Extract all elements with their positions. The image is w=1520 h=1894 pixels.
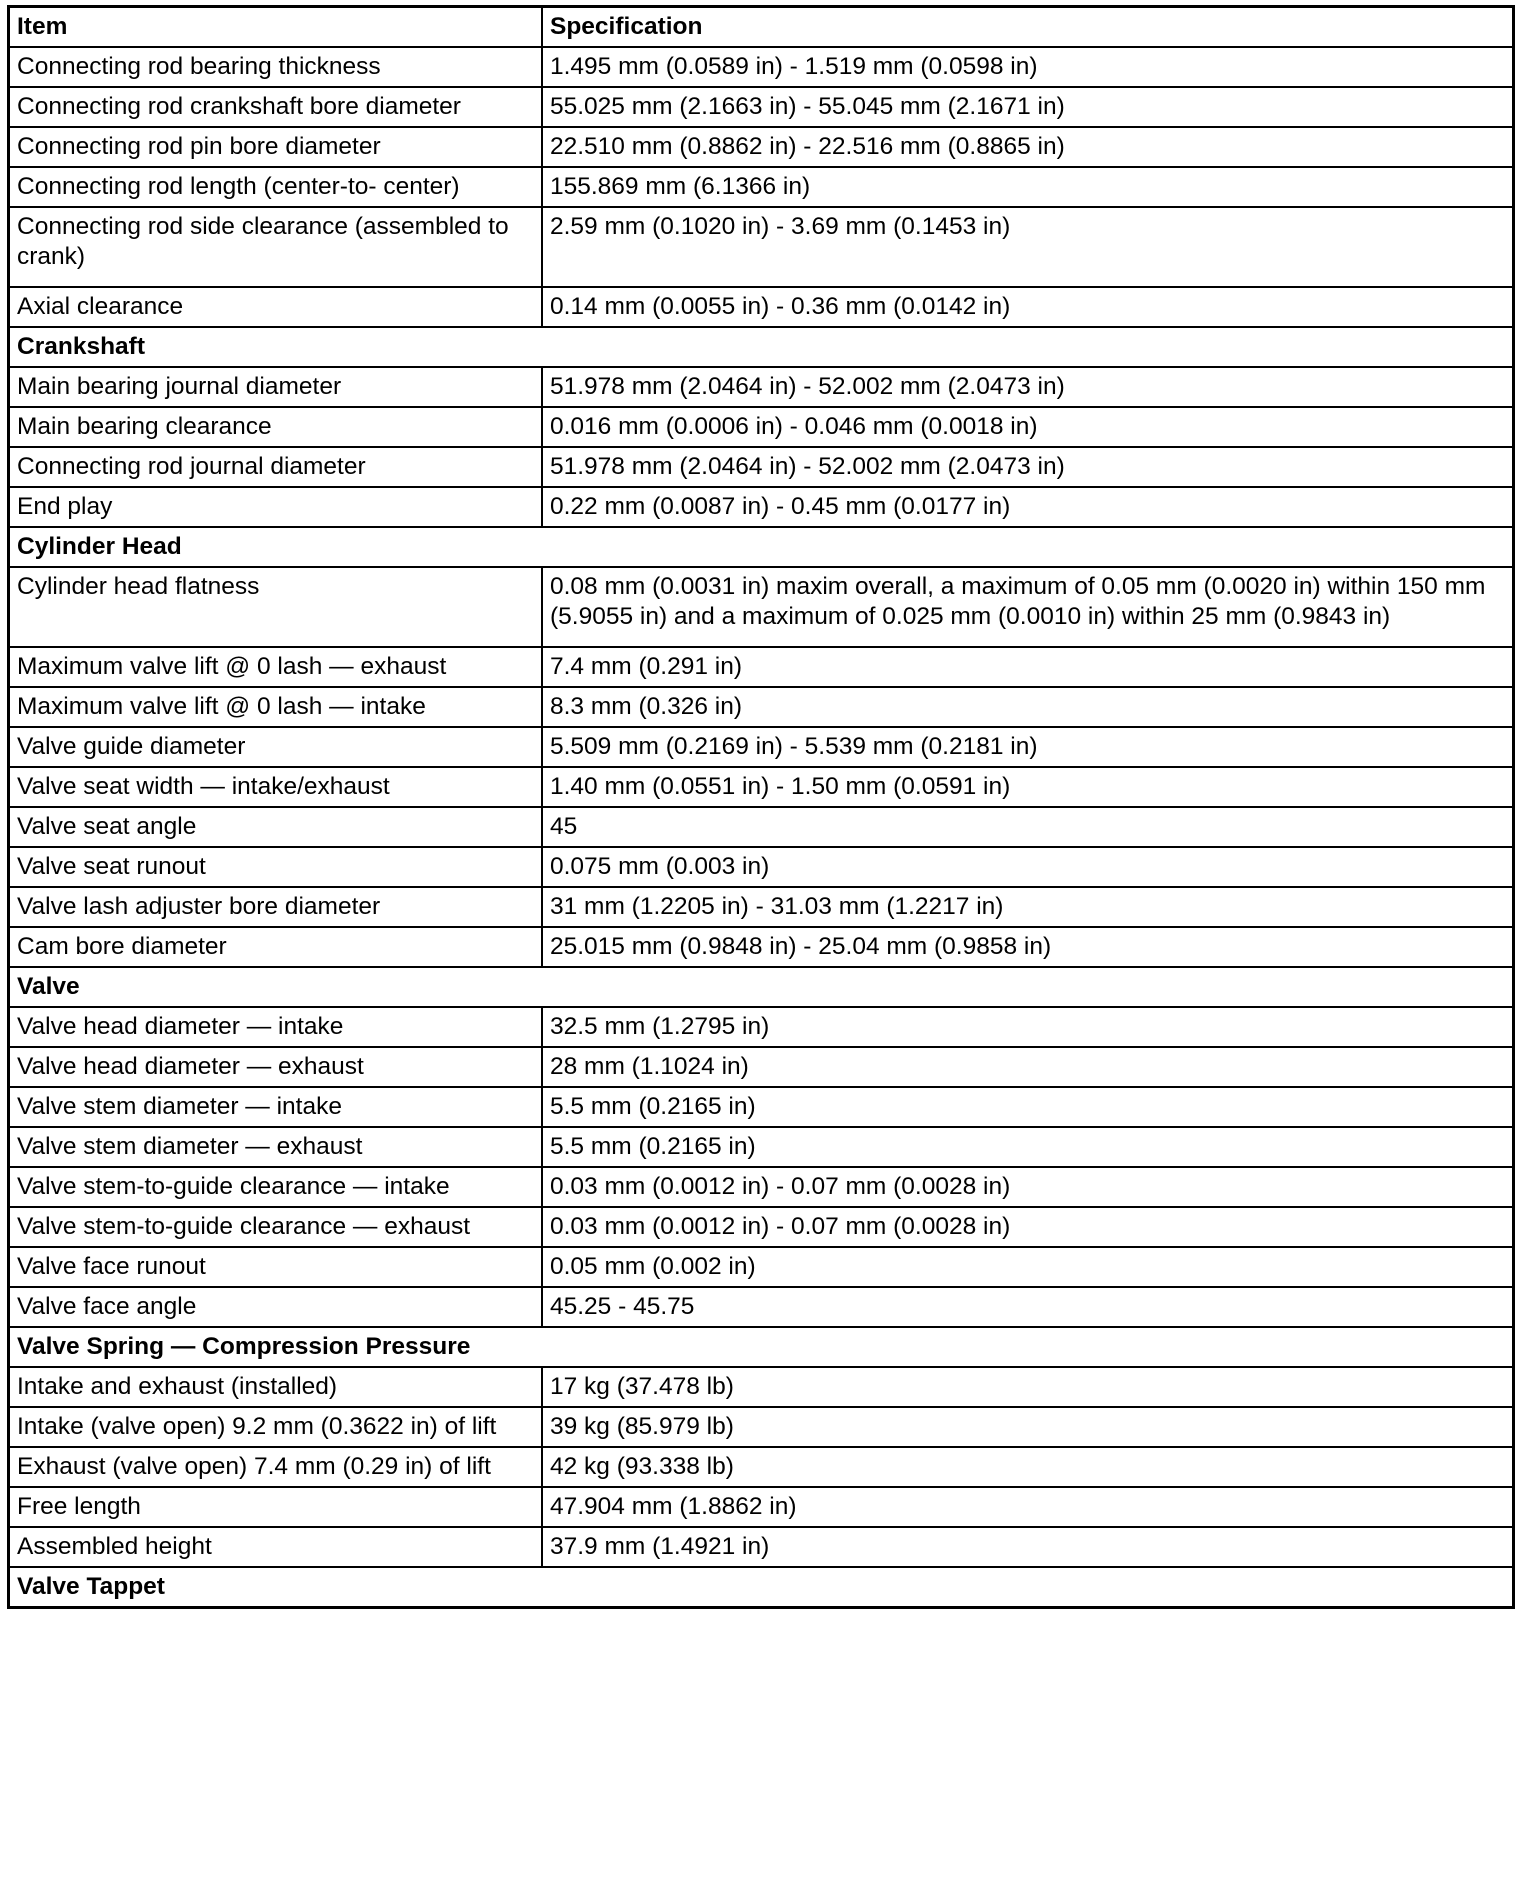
table-row — [9, 687, 1513, 727]
item-cell: Valve stem diameter — exhaust — [9, 1127, 542, 1167]
spec-cell: 28 mm (1.1024 in) — [542, 1047, 1513, 1087]
table-row — [9, 847, 1513, 887]
spec-cell: 39 kg (85.979 lb) — [542, 1407, 1513, 1447]
item-cell: Connecting rod crankshaft bore diameter — [9, 87, 542, 127]
spec-cell: 0.08 mm (0.0031 in) maxim overall, a maximum of 0.05 mm (0.0020 in) within 150 mm (5.9055 in) and a maximum of 0.025 mm (0.0010 in) within 25 mm (0.9843 in) — [542, 567, 1513, 647]
table-row — [9, 1247, 1513, 1287]
table-row — [9, 407, 1513, 447]
item-cell: Valve face runout — [9, 1247, 542, 1287]
table-row — [9, 1407, 1513, 1447]
spec-cell: 0.03 mm (0.0012 in) - 0.07 mm (0.0028 in) — [542, 1167, 1513, 1207]
item-cell: Cam bore diameter — [9, 927, 542, 967]
item-cell: Intake and exhaust (installed) — [9, 1367, 542, 1407]
spec-cell: 32.5 mm (1.2795 in) — [542, 1007, 1513, 1047]
table-row — [9, 87, 1513, 127]
spec-cell: 31 mm (1.2205 in) - 31.03 mm (1.2217 in) — [542, 887, 1513, 927]
item-cell: Free length — [9, 1487, 542, 1527]
column-header-specification: Specification — [542, 7, 1513, 47]
spec-cell: 0.22 mm (0.0087 in) - 0.45 mm (0.0177 in) — [542, 487, 1513, 527]
table-row — [9, 647, 1513, 687]
table-row — [9, 367, 1513, 407]
spec-cell: 37.9 mm (1.4921 in) — [542, 1527, 1513, 1567]
table-row — [9, 1047, 1513, 1087]
item-cell: Maximum valve lift @ 0 lash — exhaust — [9, 647, 542, 687]
item-cell: Valve seat runout — [9, 847, 542, 887]
spec-cell: 7.4 mm (0.291 in) — [542, 647, 1513, 687]
spec-cell: 155.869 mm (6.1366 in) — [542, 167, 1513, 207]
item-cell: Valve head diameter — exhaust — [9, 1047, 542, 1087]
item-cell: Cylinder head flatness — [9, 567, 542, 647]
spec-cell: 8.3 mm (0.326 in) — [542, 687, 1513, 727]
table-row — [9, 1527, 1513, 1567]
item-cell: Connecting rod bearing thickness — [9, 47, 542, 87]
table-row — [9, 127, 1513, 167]
spec-cell: 25.015 mm (0.9848 in) - 25.04 mm (0.9858 in) — [542, 927, 1513, 967]
spec-cell: 47.904 mm (1.8862 in) — [542, 1487, 1513, 1527]
table-row — [9, 807, 1513, 847]
item-cell: Connecting rod side clearance (assembled to crank) — [9, 207, 542, 287]
table-row — [9, 1167, 1513, 1207]
table-row — [9, 1007, 1513, 1047]
spec-cell: 45 — [542, 807, 1513, 847]
item-cell: Axial clearance — [9, 287, 542, 327]
item-cell: Valve lash adjuster bore diameter — [9, 887, 542, 927]
item-cell: Exhaust (valve open) 7.4 mm (0.29 in) of lift — [9, 1447, 542, 1487]
spec-cell: 55.025 mm (2.1663 in) - 55.045 mm (2.1671 in) — [542, 87, 1513, 127]
section-title: Valve Tappet — [9, 1567, 1513, 1607]
spec-cell: 17 kg (37.478 lb) — [542, 1367, 1513, 1407]
table-row — [9, 167, 1513, 207]
table-row — [9, 1287, 1513, 1327]
item-cell: Main bearing clearance — [9, 407, 542, 447]
item-cell: Valve face angle — [9, 1287, 542, 1327]
item-cell: Valve stem diameter — intake — [9, 1087, 542, 1127]
item-cell: Valve seat angle — [9, 807, 542, 847]
spec-cell: 0.14 mm (0.0055 in) - 0.36 mm (0.0142 in) — [542, 287, 1513, 327]
table-row — [9, 1127, 1513, 1167]
spec-cell: 1.495 mm (0.0589 in) - 1.519 mm (0.0598 in) — [542, 47, 1513, 87]
spec-cell: 42 kg (93.338 lb) — [542, 1447, 1513, 1487]
section-title: Cylinder Head — [9, 527, 1513, 567]
section-header-crankshaft — [9, 327, 1513, 367]
section-header-valve-tappet — [9, 1567, 1513, 1607]
table-row — [9, 887, 1513, 927]
table-row — [9, 567, 1513, 647]
item-cell: End play — [9, 487, 542, 527]
spec-cell: 0.03 mm (0.0012 in) - 0.07 mm (0.0028 in) — [542, 1207, 1513, 1247]
table-row — [9, 207, 1513, 287]
table-row — [9, 1207, 1513, 1247]
section-header-valve — [9, 967, 1513, 1007]
spec-cell: 45.25 - 45.75 — [542, 1287, 1513, 1327]
item-cell: Valve guide diameter — [9, 727, 542, 767]
table-row — [9, 287, 1513, 327]
section-header-valve-spring — [9, 1327, 1513, 1367]
spec-cell: 1.40 mm (0.0551 in) - 1.50 mm (0.0591 in) — [542, 767, 1513, 807]
table-row — [9, 927, 1513, 967]
section-title: Valve Spring — Compression Pressure — [9, 1327, 1513, 1367]
item-cell: Connecting rod length (center-to- center) — [9, 167, 542, 207]
table-header-row — [9, 7, 1513, 47]
table-row — [9, 767, 1513, 807]
item-cell: Connecting rod pin bore diameter — [9, 127, 542, 167]
item-cell: Intake (valve open) 9.2 mm (0.3622 in) of lift — [9, 1407, 542, 1447]
item-cell: Assembled height — [9, 1527, 542, 1567]
section-title: Valve — [9, 967, 1513, 1007]
item-cell: Valve stem-to-guide clearance — intake — [9, 1167, 542, 1207]
item-cell: Main bearing journal diameter — [9, 367, 542, 407]
spec-cell: 5.509 mm (0.2169 in) - 5.539 mm (0.2181 in) — [542, 727, 1513, 767]
spec-cell: 51.978 mm (2.0464 in) - 52.002 mm (2.0473 in) — [542, 367, 1513, 407]
spec-cell: 0.016 mm (0.0006 in) - 0.046 mm (0.0018 in) — [542, 407, 1513, 447]
item-cell: Valve head diameter — intake — [9, 1007, 542, 1047]
table-row — [9, 1087, 1513, 1127]
spec-cell: 5.5 mm (0.2165 in) — [542, 1127, 1513, 1167]
section-title: Crankshaft — [9, 327, 1513, 367]
table-row — [9, 447, 1513, 487]
specification-table — [8, 6, 1514, 1608]
item-cell: Valve stem-to-guide clearance — exhaust — [9, 1207, 542, 1247]
section-header-cylinder-head — [9, 527, 1513, 567]
spec-cell: 51.978 mm (2.0464 in) - 52.002 mm (2.0473 in) — [542, 447, 1513, 487]
table-row — [9, 1367, 1513, 1407]
spec-cell: 22.510 mm (0.8862 in) - 22.516 mm (0.8865 in) — [542, 127, 1513, 167]
table-row — [9, 47, 1513, 87]
spec-cell: 0.05 mm (0.002 in) — [542, 1247, 1513, 1287]
column-header-item: Item — [9, 7, 542, 47]
spec-cell: 5.5 mm (0.2165 in) — [542, 1087, 1513, 1127]
table-row — [9, 487, 1513, 527]
spec-cell: 0.075 mm (0.003 in) — [542, 847, 1513, 887]
item-cell: Connecting rod journal diameter — [9, 447, 542, 487]
table-row — [9, 1487, 1513, 1527]
item-cell: Valve seat width — intake/exhaust — [9, 767, 542, 807]
table-row — [9, 727, 1513, 767]
item-cell: Maximum valve lift @ 0 lash — intake — [9, 687, 542, 727]
table-row — [9, 1447, 1513, 1487]
spec-cell: 2.59 mm (0.1020 in) - 3.69 mm (0.1453 in) — [542, 207, 1513, 287]
